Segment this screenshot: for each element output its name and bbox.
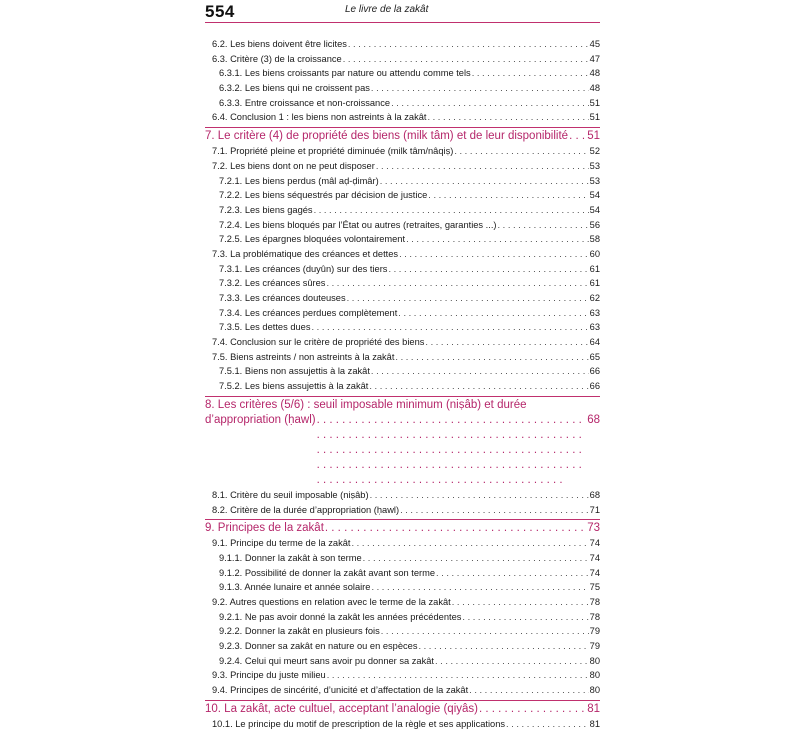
toc-entry-title: 7.3.3. Les créances douteuses <box>219 293 346 303</box>
dot-leader <box>376 159 589 174</box>
toc-entry-title: 9.2.1. Ne pas avoir donné la zakât les années précédentes <box>219 611 462 622</box>
toc-page-number: 78 <box>589 596 600 607</box>
toc-entry-title: 7.3. La problématique des créances et dettes <box>212 248 399 259</box>
toc-entry-title: 9.2.4. Celui qui meurt sans avoir pu donner sa zakât <box>219 655 434 666</box>
dot-leader <box>425 335 588 350</box>
toc-entry-title: 7.5.1. Biens non assujettis à la zakât <box>219 366 370 377</box>
toc-entry <box>205 127 600 144</box>
toc-entry-title: 7.4. Conclusion sur le critère de propriété des biens <box>212 337 425 348</box>
toc-page-number: 79 <box>589 626 600 637</box>
toc-entry-title: 9. Principes de la zakât <box>205 522 324 535</box>
toc-page-number: 78 <box>589 611 600 622</box>
dot-leader <box>454 144 588 159</box>
toc-entry-title: 8.2. Critère de la durée d’appropriation (ḥawl) <box>212 504 400 515</box>
toc-page-number: 54 <box>589 204 600 215</box>
toc-entry-title: 7.2. Les biens dont on ne peut disposer <box>212 160 375 171</box>
toc-entry-title: d’appropriation (ḥawl) <box>205 413 316 426</box>
dot-leader <box>498 218 589 233</box>
dot-leader <box>314 203 589 218</box>
toc-entry-title: 7. Le critère (4) de propriété des biens (milk tâm) et de leur disponibilité <box>205 130 569 143</box>
toc-entry-title: 6.3.3. Entre croissance et non-croissance <box>219 97 391 108</box>
toc-page-number: 53 <box>589 175 600 186</box>
toc-entry <box>205 306 600 321</box>
toc-page-number: 66 <box>589 366 600 377</box>
toc-entry-title: 6.4. Conclusion 1 : les biens non astreints à la zakât <box>212 112 427 123</box>
dot-leader <box>506 717 589 731</box>
dot-leader <box>326 276 588 291</box>
toc-page-number: 68 <box>587 413 600 426</box>
toc-entry <box>205 335 600 350</box>
toc-entry <box>205 536 600 551</box>
toc-page-number: 80 <box>589 670 600 681</box>
toc-entry-title: 6.3.1. Les biens croissants par nature ou attendu comme tels <box>219 68 471 79</box>
toc-entry-title: 7.5.2. Les biens assujettis à la zakât <box>219 381 369 392</box>
table-of-contents <box>205 37 600 731</box>
toc-page-number: 79 <box>589 641 600 651</box>
dot-leader <box>317 413 587 488</box>
dot-leader <box>370 488 589 503</box>
toc-entry-title: 6.3.2. Les biens qui ne croissent pas <box>219 83 370 94</box>
toc-page-number: 45 <box>589 39 600 49</box>
dot-leader <box>428 188 588 203</box>
toc-entry <box>205 159 600 174</box>
dot-leader <box>472 66 589 81</box>
toc-page-number: 61 <box>589 263 600 274</box>
dot-leader <box>371 364 589 379</box>
dot-leader <box>435 654 589 669</box>
toc-page-number: 54 <box>589 190 600 201</box>
dot-leader <box>395 350 588 365</box>
toc-page-number: 74 <box>589 552 600 563</box>
toc-entry <box>205 37 600 52</box>
dot-leader <box>380 174 589 189</box>
toc-entry-title: 9.1.2. Possibilité de donner la zakât avant son terme <box>219 567 436 578</box>
dot-leader <box>479 702 586 717</box>
toc-entry <box>205 247 600 262</box>
toc-page-number: 51 <box>589 112 600 123</box>
page-number: 554 <box>205 2 235 21</box>
toc-entry-title: 8. Les critères (5/6) : seuil imposable minimum (niṣâb) et durée <box>205 398 527 411</box>
dot-leader <box>369 379 588 394</box>
toc-page-number: 66 <box>589 381 600 392</box>
toc-entry <box>205 654 600 669</box>
dot-leader <box>371 580 588 595</box>
toc-entry <box>205 81 600 96</box>
toc-entry-title: 9.1. Principe du terme de la zakât <box>212 538 351 549</box>
toc-entry <box>205 218 600 233</box>
toc-page-number: 48 <box>589 83 600 94</box>
toc-entry <box>205 276 600 291</box>
toc-entry <box>205 232 600 247</box>
toc-page-number: 63 <box>589 307 600 318</box>
toc-entry-title: 7.3.5. Les dettes dues <box>219 322 311 333</box>
toc-entry <box>205 396 600 488</box>
toc-page-number: 60 <box>589 248 600 259</box>
toc-entry-title: 9.3. Principe du juste milieu <box>212 670 326 681</box>
toc-entry <box>205 610 600 625</box>
toc-entry-title: 7.3.1. Les créances (duyûn) sur des tiers <box>219 263 388 274</box>
toc-page-number: 80 <box>589 655 600 666</box>
toc-entry <box>205 320 600 335</box>
toc-entry <box>205 96 600 111</box>
toc-entry-title: 7.2.3. Les biens gagés <box>219 204 313 215</box>
dot-leader <box>348 37 589 52</box>
toc-entry <box>205 188 600 203</box>
toc-page-number: 47 <box>589 53 600 64</box>
toc-entry <box>205 291 600 306</box>
toc-entry-title: 6.2. Les biens doivent être licites <box>212 39 347 49</box>
dot-leader <box>388 262 588 277</box>
toc-entry-title: 9.2. Autres questions en relation avec le terme de la zakât <box>212 596 451 607</box>
toc-page-number: 81 <box>587 702 600 715</box>
toc-page-number: 61 <box>589 278 600 289</box>
toc-entry-title: 10. La zakât, acte cultuel, acceptant l’analogie (qiyâs) <box>205 702 478 715</box>
dot-leader <box>325 521 586 536</box>
toc-entry <box>205 66 600 81</box>
dot-leader <box>469 683 588 698</box>
toc-entry <box>205 519 600 536</box>
toc-entry-title: 10.1. Le principe du motif de prescription de la règle et ses applications <box>212 718 506 729</box>
toc-entry <box>205 624 600 639</box>
toc-entry-title: 6.3. Critère (3) de la croissance <box>212 53 342 64</box>
toc-entry <box>205 52 600 67</box>
dot-leader <box>343 52 589 67</box>
toc-entry-title: 7.1. Propriété pleine et propriété diminuée (milk tâm/nâqiṣ) <box>212 146 454 157</box>
dot-leader <box>452 595 589 610</box>
toc-entry <box>205 717 600 731</box>
dot-leader <box>398 306 588 321</box>
toc-entry-title: 8.1. Critère du seuil imposable (niṣâb) <box>212 489 369 500</box>
header-rule <box>205 22 600 23</box>
toc-entry <box>205 580 600 595</box>
dot-leader <box>436 566 589 581</box>
toc-entry <box>205 503 600 518</box>
toc-page-number: 74 <box>589 538 600 549</box>
toc-entry-title: 9.2.3. Donner sa zakât en nature ou en espèces <box>219 641 418 651</box>
dot-leader <box>347 291 589 306</box>
dot-leader <box>352 536 589 551</box>
toc-entry <box>205 595 600 610</box>
toc-page-number: 51 <box>587 130 600 143</box>
toc-page-number: 71 <box>589 504 600 515</box>
toc-page-number: 52 <box>589 146 600 157</box>
toc-page-number: 48 <box>589 68 600 79</box>
toc-entry <box>205 379 600 394</box>
toc-page-number: 62 <box>589 293 600 303</box>
dot-leader <box>569 129 586 144</box>
toc-page-number: 51 <box>589 97 600 108</box>
toc-page-number: 73 <box>587 522 600 535</box>
toc-entry <box>205 174 600 189</box>
toc-entry-title: 9.2.2. Donner la zakât en plusieurs fois <box>219 626 380 637</box>
toc-entry-title: 7.2.1. Les biens perdus (mâl aḍ-ḍimâr) <box>219 175 379 186</box>
toc-entry-title: 7.3.4. Les créances perdues complètement <box>219 307 398 318</box>
toc-page-number: 75 <box>589 582 600 593</box>
toc-entry <box>205 551 600 566</box>
dot-leader <box>327 668 589 683</box>
toc-entry <box>205 700 600 717</box>
toc-page-number: 58 <box>589 234 600 245</box>
toc-page-number: 65 <box>589 351 600 362</box>
dot-leader <box>462 610 588 625</box>
toc-entry <box>205 668 600 683</box>
toc-entry <box>205 364 600 379</box>
toc-entry <box>205 350 600 365</box>
toc-page-number: 74 <box>589 567 600 578</box>
dot-leader <box>399 247 589 262</box>
toc-entry-title: 9.4. Principes de sincérité, d’unicité et d’affectation de la zakât <box>212 685 469 696</box>
toc-entry <box>205 683 600 698</box>
dot-leader <box>371 81 589 96</box>
toc-page-number: 81 <box>589 718 600 729</box>
dot-leader <box>312 320 589 335</box>
toc-page-number: 63 <box>589 322 600 333</box>
dot-leader <box>381 624 589 639</box>
toc-entry <box>205 262 600 277</box>
toc-entry-title: 7.2.5. Les épargnes bloquées volontairement <box>219 234 406 245</box>
toc-page-number: 64 <box>589 337 600 348</box>
dot-leader <box>418 639 588 654</box>
toc-entry <box>205 639 600 654</box>
dot-leader <box>406 232 589 247</box>
toc-entry <box>205 110 600 125</box>
dot-leader <box>427 110 588 125</box>
toc-entry <box>205 203 600 218</box>
toc-entry-title: 7.5. Biens astreints / non astreints à la zakât <box>212 351 395 362</box>
dot-leader <box>363 551 589 566</box>
toc-entry-title: 7.3.2. Les créances sûres <box>219 278 326 289</box>
toc-entry <box>205 566 600 581</box>
toc-entry-title: 9.1.1. Donner la zakât à son terme <box>219 552 362 563</box>
toc-page-number: 53 <box>589 160 600 171</box>
dot-leader <box>391 96 589 111</box>
toc-page-number: 56 <box>589 219 600 230</box>
toc-entry-title: 7.2.4. Les biens bloqués par l’État ou autres (retraites, garanties ...) <box>219 219 497 230</box>
toc-page-number: 80 <box>589 685 600 696</box>
toc-page-number: 68 <box>589 489 600 500</box>
dot-leader <box>400 503 589 518</box>
toc-entry-title: 9.1.3. Année lunaire et année solaire <box>219 582 371 593</box>
toc-entry <box>205 488 600 503</box>
toc-entry-title: 7.2.2. Les biens séquestrés par décision de justice <box>219 190 428 201</box>
toc-entry <box>205 144 600 159</box>
running-title: Le livre de la zakât <box>345 4 429 15</box>
